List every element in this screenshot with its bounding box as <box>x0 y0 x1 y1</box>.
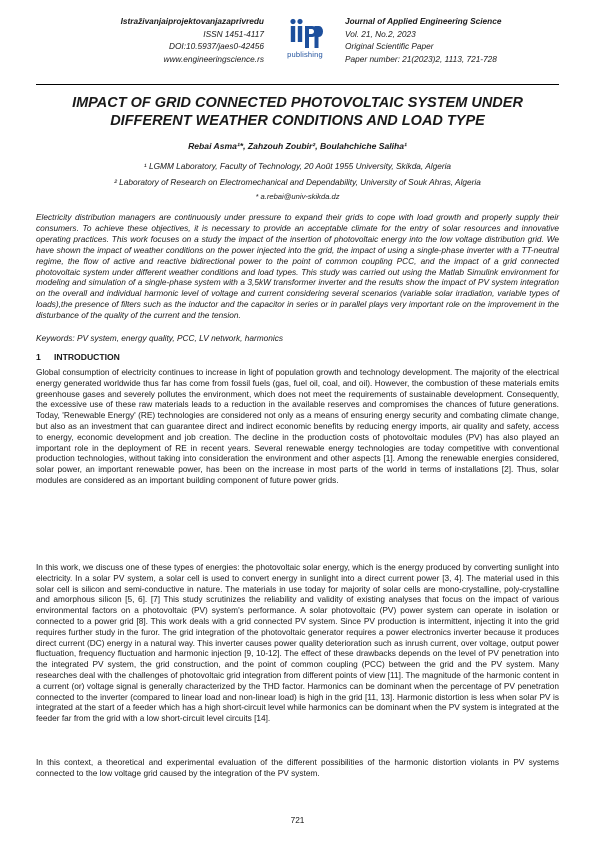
paper-type: Original Scientific Paper <box>345 41 434 52</box>
header-right <box>345 15 575 65</box>
page-number: 721 <box>290 815 305 825</box>
journal-short-name: Istraživanjaiprojektovanjazaprivredu <box>120 16 264 26</box>
paper-title <box>36 95 559 130</box>
iipp-logo-icon <box>287 18 323 48</box>
volume-issue: Vol. 21, No.2, 2023 <box>345 28 416 39</box>
corresponding-email[interactable]: * a.rebai@univ-skikda.dz <box>255 192 340 201</box>
title-line-1: IMPACT OF GRID CONNECTED PHOTOVOLTAIC SYSTEM UNDER <box>72 95 523 111</box>
title-line-2: DIFFERENT WEATHER CONDITIONS AND LOAD TYPE <box>110 112 485 129</box>
section-heading <box>36 352 559 362</box>
body-paragraph: Global consumption of electricity continues to increase in light of population growth and technology development. The majority of the electrical energy generated worldwide thus far has come from fossil fuels (gas, fuel oil, coal, and oil). However, the combustion of these materials emits greenhouse gases and severely pollutes the environment, which does not meet the requirements of sustainable development. Consequently, the excessive use of these raw materials leads to a reduction in the available reserves and compromises the chances of future generations. Today, 'Renewable Energy' (RE) technologies are considered not only as a means of ensuring energy security and combating climate change, but also as an investment that can guarantee direct and indirect economic benefits by reducing energy imports, air quality and safety, access to energy, economic development and job creation. The decline in the production costs of photovoltaic modules (PV) has also played an important role in the deployment of RE in recent years. Several renewable energy technologies are today competitive with conventional production technologies, without taking into consideration the environment and other aspects [1]. Among the renewable energies considered, solar power, an important renewable power, has been on the increase in most parts of the world in terms of installations [2]. Thus, solar modules are considered as an important building component of future power grids. <box>36 367 559 485</box>
body-paragraph: In this context, a theoretical and experimental evaluation of the different possibilities of the harmonic distortion violants in PV systems connected to the low voltage grid caused by the integration of the PV system. <box>36 757 559 778</box>
website-link[interactable]: www.engineeringscience.rs <box>163 53 264 64</box>
issn: ISSN 1451-4117 <box>203 28 264 39</box>
keywords: Keywords: PV system, energy quality, PCC, LV network, harmonics <box>36 333 284 343</box>
affiliation-2: ² Laboratory of Research on Electromechanical and Dependability, University of Souk Ahras, Algeria <box>114 177 481 187</box>
abstract: Electricity distribution managers are continuously under pressure to expand their grids to cope with load growth and properly supply their consumers. To achieve these objectives, it is necessary to provide an acceptable climate for the entry of solar resources and innovative operating practices. This work focuses on a study the impact of the insertion of photovoltaic energy into the low voltage distribution grid. We have shown the impact of weather conditions on the power injected into the grid, the impact of using a single-phase inverter with a TT-neutral regime, the flow of active and reactive bidirectional power to the point of common coupling PCC, and the impact of a grid connected photovoltaic system under different weather conditions and load types. This study was carried out using the Matlab Simulink environment for modeling and simulation of a single-phase system with a 3,5kW transformer inverter and the results show the impact of PV system integration on the overall and individual harmonic level of voltage and current considering several scenarios (variable solar irradiation, variable types of loads),the presence of filters such as the inductor and the capacitor in series or in parallel plays very important role on the improvement in the disturbance of the quality of the current and the tension. <box>36 212 559 321</box>
header-left <box>36 15 264 65</box>
header-divider <box>36 84 559 85</box>
affiliation-1: ¹ LGMM Laboratory, Faculty of Technology, 20 Août 1955 University, Skikda, Algeria <box>143 161 452 171</box>
journal-name: Journal of Applied Engineering Science <box>345 16 502 26</box>
paper-number: Paper number: 21(2023)2, 1113, 721-728 <box>345 53 497 64</box>
doi: DOI:10.5937/jaes0-42456 <box>168 41 264 52</box>
body-paragraph: In this work, we discuss one of these types of energies: the photovoltaic solar energy, which is the energy produced by converting sunlight into electricity. In a solar PV system, a solar cell is used to convert energy in sunlight into a direct current power [3, 4]. The material used in this solar cell is silicon and semi-conductive in nature. The materials in use today for majority of solar cells are mono-crystalline, poly-crystalline and amorphous silicon [5, 6]. [7] This study scrutinizes the reliability and validity of existing analyses that focus on the impact of various environmental factors on a photovoltaic (PV) system's performance. A solar photovoltaic (PV) power system can operate in isolation or connected to a power grid [8]. This work deals with a grid connected PV system. Since PV production is intermittent, injecting it into the grid requires further study in the furor. The grid integration of the photovoltaic generator requires a power electronics inverter because it produces direct current (DC) energy in a natural way. This inverter causes power quality deterioration such as inrush current, over voltage, output power fluctuation, frequency fluctuation and harmonic injection [9, 10-12]. The effect of these drawbacks depends on the level of PV penetration into the integrated PV system, the grid construction, and the point of common coupling (PCC) between the grid and the PV system. Many researches deal with the challenges of photovoltaic grid integration from different points of view [11]. The magnitude of the harmonic content in a current (or) voltage signal is generally characterized by the THD factor. Harmonics can be dominant when the percentage of PV penetration connected to the inverter (compared to linear load and non-linear load) is high in the grid [11, 13]. Harmonic distortion is less when solar PV is integrated at the start of a feeder which has a high short-circuit level while harmonics can be dominant when the PV system is integrated at the feeder far from the grid with a low short-circuit level circuits [14]. <box>36 562 559 724</box>
section-number: 1 <box>36 352 41 362</box>
logo-wordmark: publishing <box>287 50 323 59</box>
author-list: Rebai Asma¹*, Zahzouh Zoubir², Boulahchiche Saliha¹ <box>188 141 407 151</box>
publisher-logo <box>281 18 329 70</box>
section-title: INTRODUCTION <box>54 352 120 362</box>
